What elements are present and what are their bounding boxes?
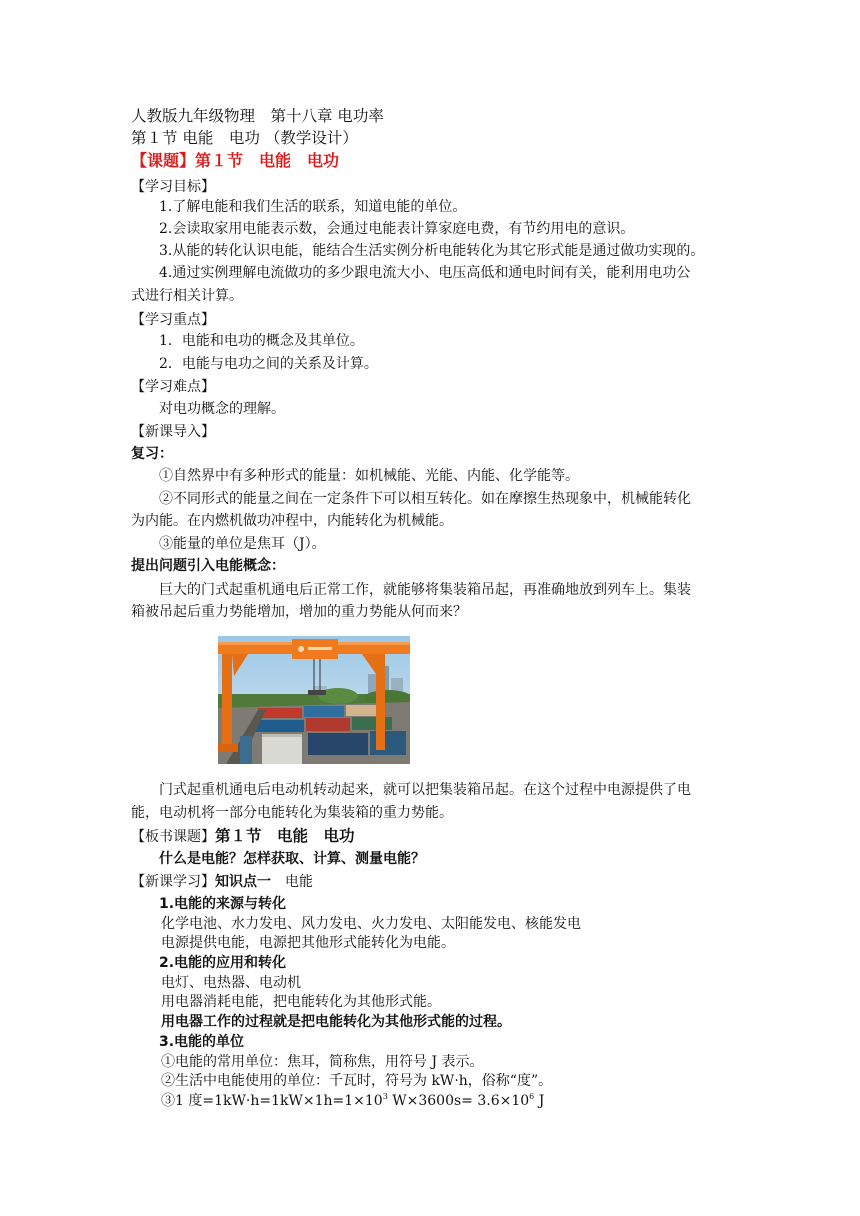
objective-item-1: 1.了解电能和我们生活的联系，知道电能的单位。 (159, 199, 467, 215)
section-3-line-1: ①电能的常用单位：焦耳，简称焦，用符号 J 表示。 (161, 1054, 484, 1070)
review-item-2-cont: 为内能。在内燃机做功冲程中，内能转化为机械能。 (131, 513, 453, 529)
section-2-bold: 用电器工作的过程就是把电能转化为其他形式能的过程。 (161, 1014, 511, 1030)
review-title: 复习： (131, 446, 173, 462)
board-label: 【板书课题】 (131, 829, 215, 845)
point-name: 电能 (285, 874, 313, 890)
formula-exp-1: 3 (382, 1092, 388, 1101)
question-line-2: 箱被吊起后重力势能增加，增加的重力势能从何而来？ (131, 604, 467, 620)
key-point-1: 1．电能和电功的概念及其单位。 (159, 333, 364, 349)
section-3-line-2: ②生活中电能使用的单位：千瓦时，符号为 kW·h，俗称“度”。 (161, 1073, 553, 1089)
objective-item-4-cont: 式进行相关计算。 (131, 288, 243, 304)
objective-item-2: 2.会读取家用电能表示数，会通过电能表计算家庭电费，有节约用电的意识。 (159, 221, 635, 237)
new-lesson-heading (131, 872, 313, 892)
review-item-3: ③能量的单位是焦耳（J）。 (159, 536, 326, 552)
objective-item-3: 3.从能的转化认识电能，能结合生活实例分析电能转化为其它形式能是通过做功实现的。 (159, 243, 705, 259)
objective-item-4: 4.通过实例理解电流做功的多少跟电流大小、电压高低和通电时间有关，能利用电功公 (159, 265, 691, 281)
section-3-formula (161, 1091, 544, 1111)
formula-part-b: W×3600s= 3.6×10 (387, 1093, 530, 1109)
section-1-title: 1.电能的来源与转化 (159, 896, 287, 912)
crane-illustration (218, 636, 410, 764)
key-point-2: 2．电能与电功之间的关系及计算。 (159, 356, 378, 372)
review-item-2: ②不同形式的能量之间在一定条件下可以相互转化。如在摩擦生热现象中，机械能转化 (159, 491, 691, 507)
question-title: 提出问题引入电能概念： (131, 558, 285, 574)
section-1-line-1: 化学电池、水力发电、风力发电、火力发电、太阳能发电、核能发电 (161, 916, 581, 932)
formula-part-a: ③1 度=1kW·h=1kW×1h=1×10 (161, 1093, 383, 1109)
topic-heading (131, 151, 339, 171)
answer-line-2: 能，电动机将一部分电能转化为集装箱的重力势能。 (131, 805, 453, 821)
doc-header-line2: 第１节 电能 电功 （教学设计） (131, 129, 358, 147)
section-2-line-1: 电灯、电热器、电动机 (161, 975, 301, 991)
board-heading (131, 826, 355, 847)
topic-title: 第１节 电能 电功 (195, 151, 340, 170)
point-title: 知识点一 (215, 874, 271, 890)
board-title: 第１节 电能 电功 (215, 827, 355, 845)
board-question: 什么是电能？怎样获取、计算、测量电能？ (159, 851, 425, 867)
section-3-title: 3.电能的单位 (159, 1034, 245, 1050)
difficulty-text: 对电功概念的理解。 (159, 401, 285, 417)
doc-header-line1: 人教版九年级物理 第十八章 电功率 (131, 107, 384, 125)
question-line-1: 巨大的门式起重机通电后正常工作，就能够将集装箱吊起，再准确地放到列车上。集装 (159, 582, 691, 598)
key-points-label: 【学习重点】 (131, 312, 215, 328)
topic-bracket: 【课题】 (131, 151, 196, 170)
formula-part-c: J (534, 1093, 545, 1109)
formula-exp-2: 6 (529, 1092, 535, 1101)
gantry-crane-photo (218, 636, 410, 764)
section-2-line-2: 用电器消耗电能，把电能转化为其他形式能。 (161, 994, 441, 1010)
section-1-line-2: 电源提供电能，电源把其他形式能转化为电能。 (161, 935, 455, 951)
intro-label: 【新课导入】 (131, 424, 215, 440)
review-item-1: ①自然界中有多种形式的能量：如机械能、光能、内能、化学能等。 (159, 468, 579, 484)
answer-line-1: 门式起重机通电后电动机转动起来，就可以把集装箱吊起。在这个过程中电源提供了电 (159, 782, 691, 798)
objectives-label: 【学习目标】 (131, 179, 215, 195)
difficulty-label: 【学习难点】 (131, 379, 215, 395)
new-lesson-label: 【新课学习】 (131, 874, 215, 890)
section-2-title: 2.电能的应用和转化 (159, 955, 287, 971)
